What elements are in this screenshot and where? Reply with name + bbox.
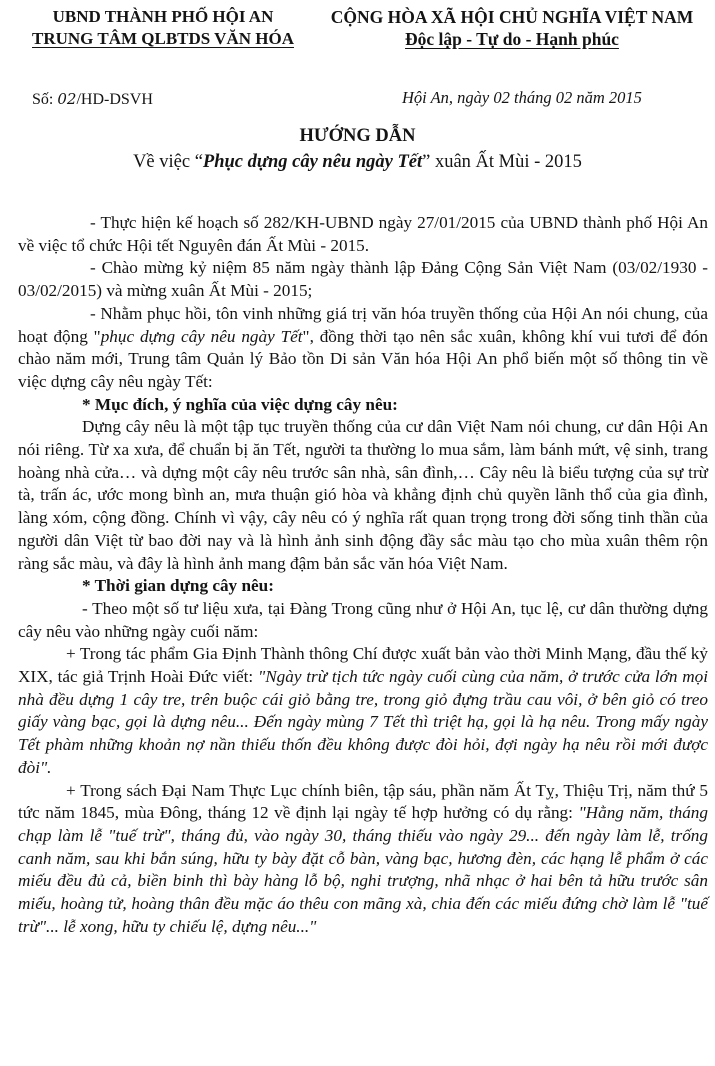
document-number-handwritten: 02 <box>57 90 77 108</box>
document-body <box>18 212 708 939</box>
national-header <box>312 6 712 50</box>
paragraph-purpose: Dựng cây nêu là một tập tục truyền thống của cư dân Việt Nam nói chung, cư dân Hội An nói riêng. Từ xa xưa, để chuẩn bị ăn Tết, người ta thường lo mua sắm, làm bánh mứt, vệ sinh, trang hoàng nhà cửa… và dựng một cây nêu trước sân nhà, sân đình,… Cây nêu là biểu tượng của sự trừ tà, trấn ác, ước mong bình an, mưa thuận gió hòa và khẳng định chủ quyền lãnh thổ của gia đình, làng xóm, cộng đồng. Chính vì vậy, cây nêu có ý nghĩa rất quan trọng trong đời sống tinh thần của người dân Việt từ bao đời nay và là hình ảnh sinh động đầy sắc màu tạo cho mùa xuân thêm rộn ràng sắc màu, và đây là hình ảnh mang đậm bản sắc văn hóa Việt Nam. <box>18 417 708 573</box>
document-subtitle <box>0 152 715 173</box>
national-title: CỘNG HÒA XÃ HỘI CHỦ NGHĨA VIỆT NAM <box>330 7 694 27</box>
dai-nam-intro: + Trong sách Đại Nam Thực Lục chính biên, tập sáu, phần năm Ất Tỵ, Thiệu Trị, năm thứ 5 tức năm 1845, mùa Đông, tháng 12 về định lại ngày tế hợp hưởng có dụ rằng: <box>18 780 708 823</box>
document-number-suffix: /HD-DSVH <box>76 91 153 108</box>
document-title: HƯỚNG DẪN <box>299 126 416 146</box>
paragraph-purpose-intro <box>18 303 708 394</box>
national-motto: Độc lập - Tự do - Hạnh phúc <box>405 29 619 49</box>
dai-nam-quote: "Hằng năm, tháng chạp làm lễ "tuế trừ", tháng đủ, vào ngày 30, tháng thiếu vào ngày 29... đến ngày làm lễ, trống canh năm, sau khi bắn súng, hữu ty bày đặt cỗ bàn, vàng bạc, hương đèn, các hạng lễ phẩm ở các miếu đều đủ cả, biền binh thì bày hàng lỗ bộ, nghi trượng, nhã nhạc ở hai bên tả hữu trước sân miếu, hoàng tử, hoàng thân đều mặc áo thêu con mãng xà, chia đến các miếu đứng chờ làm lễ "tuế trừ"... lễ xong, hữu ty chiếu lệ, dựng nêu..." <box>18 803 708 936</box>
gia-dinh-quote: "Ngày trừ tịch tức ngày cuối cùng của năm, ở trước cửa lớn mọi nhà đều dựng 1 cây tre, trên buộc cái giỏ bằng tre, trong giỏ đựng trầu cau vôi, ở bên giỏ có treo giấy vàng bạc, gọi là dựng nêu... Đến ngày mùng 7 Tết thì triệt hạ, gọi là hạ nêu. Trong mấy ngày Tết phàm những khoản nợ nần thiếu thốn đều không được đòi hỏi, đợi ngày hạ nêu rồi mới được đòi". <box>18 667 708 777</box>
document-number <box>32 90 153 109</box>
issuer-line-2: TRUNG TÂM QLBTDS VĂN HÓA <box>32 29 294 48</box>
paragraph-timing: - Theo một số tư liệu xưa, tại Đàng Trong cũng như ở Hội An, tục lệ, cư dân thường dựng cây nêu vào những ngày cuối năm: <box>18 598 708 641</box>
issuer-line-1: UBND THÀNH PHỐ HỘI AN <box>52 7 274 26</box>
subtitle-prefix: Về việc “ <box>133 152 203 172</box>
heading-timing: * Thời gian dựng cây nêu: <box>82 576 274 596</box>
paragraph-plan-reference: - Thực hiện kế hoạch số 282/KH-UBND ngày 27/01/2015 của UBND thành phố Hội An về việc tổ chức Hội tết Nguyên đán Ất Mùi - 2015. <box>18 213 708 255</box>
subtitle-suffix: ” xuân Ất Mùi - 2015 <box>422 152 582 172</box>
paragraph-anniversary: - Chào mừng kỷ niệm 85 năm ngày thành lập Đảng Cộng Sản Việt Nam (03/02/1930 - 03/02/2015) và mừng xuân Ất Mùi - 2015; <box>18 258 708 301</box>
heading-purpose: * Mục đích, ý nghĩa của việc dựng cây nêu: <box>82 394 398 414</box>
purpose-intro-emphasis: phục dựng cây nêu ngày Tết <box>100 326 303 346</box>
document-number-prefix: Số: <box>32 91 54 108</box>
purpose-intro-a: - Nhằm phục hồi, tôn vinh những giá trị văn hóa truyền thống của Hội An nói chung, của hoạt động " <box>18 303 708 346</box>
purpose-intro-b: ", đồng thời tạo nên sắc xuân, không khí vui tươi để đón chào năm mới, Trung tâm Quản lý Bảo tồn Di sản Văn hóa Hội An phổ biến một số thông tin về việc dựng cây nêu ngày Tết: <box>18 326 708 391</box>
date-line: Hội An, ngày 02 tháng 02 năm 2015 <box>402 88 642 107</box>
paragraph-dai-nam <box>18 780 708 939</box>
issuer-block <box>18 6 308 50</box>
subtitle-emphasis: Phục dựng cây nêu ngày Tết <box>202 152 423 172</box>
paragraph-gia-dinh-thanh <box>18 643 708 779</box>
gia-dinh-intro: + Trong tác phẩm Gia Định Thành thông Chí được xuất bản vào thời Minh Mạng, đầu thế kỷ XIX, tác giả Trịnh Hoài Đức viết: <box>18 644 708 687</box>
